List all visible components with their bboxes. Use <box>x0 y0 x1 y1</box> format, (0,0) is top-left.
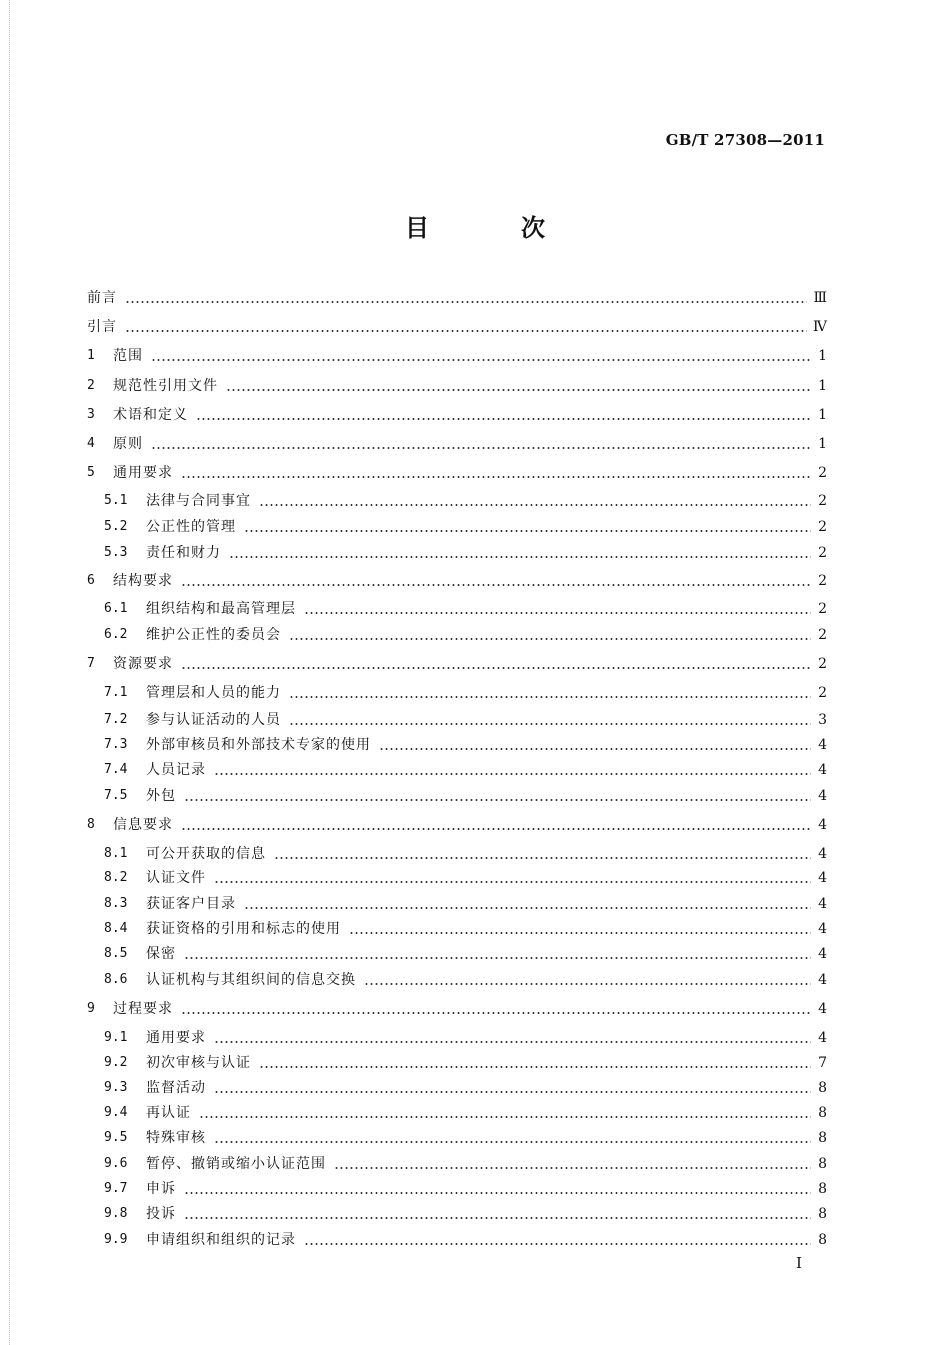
toc-entry[interactable] <box>87 759 827 781</box>
toc-entry-number: 4 <box>87 436 95 451</box>
dot-leader <box>214 773 811 775</box>
toc-entry-title: 再认证 <box>146 1105 191 1121</box>
toc-entry[interactable] <box>87 1229 827 1251</box>
toc-entry[interactable] <box>87 867 827 889</box>
toc-entry-title: 范围 <box>113 348 143 364</box>
toc-entry-number: 9.7 <box>104 1181 128 1196</box>
dot-leader <box>181 828 811 830</box>
toc-entry-page: 8 <box>818 1080 827 1096</box>
toc-entry-number: 7.2 <box>104 712 128 727</box>
dot-leader <box>181 584 811 586</box>
dot-leader <box>184 957 811 959</box>
toc-entry-number: 9.1 <box>104 1030 128 1045</box>
toc-entry[interactable] <box>87 998 827 1020</box>
toc-entry[interactable] <box>87 570 827 592</box>
dot-leader <box>229 556 811 558</box>
toc-entry-page: 8 <box>818 1156 827 1172</box>
toc-entry-title: 参与认证活动的人员 <box>146 712 281 728</box>
dot-leader <box>125 301 807 303</box>
toc-entry-page: 2 <box>818 601 827 617</box>
toc-entry[interactable] <box>87 1027 827 1049</box>
toc-entry-title: 引言 <box>87 319 117 335</box>
toc-entry[interactable] <box>87 1178 827 1200</box>
toc-entry-page: 8 <box>818 1232 827 1248</box>
toc-entry-number: 6.2 <box>104 627 128 642</box>
toc-entry-number: 8.1 <box>104 846 128 861</box>
toc-entry[interactable] <box>87 316 827 338</box>
dot-leader <box>151 447 811 449</box>
toc-entry-title: 初次审核与认证 <box>146 1055 251 1071</box>
toc-entry[interactable] <box>87 490 827 512</box>
toc-entry[interactable] <box>87 943 827 965</box>
toc-entry-title: 投诉 <box>146 1206 176 1222</box>
toc-entry-number: 8 <box>87 817 95 832</box>
toc-entry-page: 3 <box>818 712 827 728</box>
toc-entry-number: 5 <box>87 465 95 480</box>
toc-entry-title: 组织结构和最高管理层 <box>146 601 296 617</box>
toc-entry-page: 2 <box>818 465 827 481</box>
toc-entry-number: 9.8 <box>104 1206 128 1221</box>
dot-leader <box>214 1091 811 1093</box>
toc-entry-title: 通用要求 <box>113 465 173 481</box>
toc-entry[interactable] <box>87 814 827 836</box>
dot-leader <box>214 1141 811 1143</box>
toc-entry-title: 资源要求 <box>113 656 173 672</box>
toc-entry-number: 9.3 <box>104 1080 128 1095</box>
toc-entry-number: 7.4 <box>104 762 128 777</box>
toc-entry-number: 9.2 <box>104 1055 128 1070</box>
toc-entry[interactable] <box>87 893 827 915</box>
toc-entry[interactable] <box>87 375 827 397</box>
dot-leader <box>181 667 811 669</box>
toc-entry-page: 4 <box>818 921 827 937</box>
toc-entry[interactable] <box>87 462 827 484</box>
toc-entry-number: 5.2 <box>104 519 128 534</box>
toc-entry-page: 1 <box>818 436 827 452</box>
toc-entry-number: 1 <box>87 348 95 363</box>
toc-entry[interactable] <box>87 1153 827 1175</box>
toc-entry-title: 获证客户目录 <box>146 896 236 912</box>
toc-entry-number: 8.5 <box>104 946 128 961</box>
toc-entry[interactable] <box>87 843 827 865</box>
toc-entry[interactable] <box>87 516 827 538</box>
toc-entry-title: 认证机构与其组织间的信息交换 <box>146 972 356 988</box>
dot-leader <box>184 1217 811 1219</box>
toc-entry-page: 8 <box>818 1105 827 1121</box>
toc-entry-title: 暂停、撤销或缩小认证范围 <box>146 1156 326 1172</box>
toc-entry-page: 1 <box>818 378 827 394</box>
dot-leader <box>364 983 811 985</box>
toc-entry-number: 6.1 <box>104 601 128 616</box>
toc-entry-number: 9.5 <box>104 1130 128 1145</box>
toc-entry-page: 4 <box>818 846 827 862</box>
toc-entry[interactable] <box>87 542 827 564</box>
toc-entry-title: 公正性的管理 <box>146 519 236 535</box>
toc-entry-title: 保密 <box>146 946 176 962</box>
toc-entry[interactable] <box>87 433 827 455</box>
toc-entry-page: 4 <box>818 1030 827 1046</box>
toc-entry-number: 9.4 <box>104 1105 128 1120</box>
toc-entry-title: 获证资格的引用和标志的使用 <box>146 921 341 937</box>
toc-entry-page: 7 <box>818 1055 827 1071</box>
toc-entry-page: 8 <box>818 1206 827 1222</box>
toc-entry-number: 5.3 <box>104 545 128 560</box>
toc-entry-title: 维护公正性的委员会 <box>146 627 281 643</box>
toc-entry-page: 2 <box>818 627 827 643</box>
toc-entry-number: 9.9 <box>104 1232 128 1247</box>
toc-entry-page: 1 <box>818 407 827 423</box>
toc-entry-title: 法律与合同事宜 <box>146 493 251 509</box>
dot-leader <box>184 1192 811 1194</box>
toc-entry-title: 规范性引用文件 <box>113 378 218 394</box>
toc-entry-page: 1 <box>818 348 827 364</box>
toc-entry-title: 结构要求 <box>113 573 173 589</box>
toc-entry-title: 认证文件 <box>146 870 206 886</box>
dot-leader <box>226 389 811 391</box>
toc-entry-number: 5.1 <box>104 493 128 508</box>
toc-entry[interactable] <box>87 682 827 704</box>
toc-entry[interactable] <box>87 653 827 675</box>
toc-entry-page: 2 <box>818 519 827 535</box>
toc-entry-page: 8 <box>818 1181 827 1197</box>
toc-entry-page: 4 <box>818 762 827 778</box>
toc-entry-title: 申请组织和组织的记录 <box>146 1232 296 1248</box>
dot-leader <box>304 1243 811 1245</box>
toc-entry-title: 外包 <box>146 788 176 804</box>
toc-entry-title: 监督活动 <box>146 1080 206 1096</box>
dot-leader <box>214 881 811 883</box>
toc-entry-page: 4 <box>818 737 827 753</box>
toc-entry-page: 4 <box>818 1001 827 1017</box>
dot-leader <box>125 330 807 332</box>
toc-entry-number: 2 <box>87 378 95 393</box>
toc-entry-title: 原则 <box>113 436 143 452</box>
toc-entry-number: 7.5 <box>104 788 128 803</box>
dot-leader <box>289 723 811 725</box>
toc-entry-number: 7.3 <box>104 737 128 752</box>
toc-entry-page: 4 <box>818 896 827 912</box>
toc-entry-page: 4 <box>818 870 827 886</box>
toc-entry-page: 4 <box>818 788 827 804</box>
dot-leader <box>214 1041 811 1043</box>
dot-leader <box>199 1116 811 1118</box>
toc-entry-number: 8.6 <box>104 972 128 987</box>
toc-entry-number: 3 <box>87 407 95 422</box>
dot-leader <box>184 799 811 801</box>
toc-entry-number: 9.6 <box>104 1156 128 1171</box>
toc-entry[interactable] <box>87 1052 827 1074</box>
toc-entry-number: 7.1 <box>104 685 128 700</box>
toc-entry-page: Ⅳ <box>813 319 827 335</box>
toc-entry-title: 信息要求 <box>113 817 173 833</box>
toc-entry-title: 申诉 <box>146 1181 176 1197</box>
toc-entry-number: 7 <box>87 656 95 671</box>
dot-leader <box>181 1012 811 1014</box>
toc-entry-number: 6 <box>87 573 95 588</box>
toc-entry[interactable] <box>87 1102 827 1124</box>
dot-leader <box>259 504 811 506</box>
dot-leader <box>289 638 811 640</box>
toc-entry-number: 8.3 <box>104 896 128 911</box>
toc-entry-number: 9 <box>87 1001 95 1016</box>
dot-leader <box>259 1066 811 1068</box>
dot-leader <box>379 748 811 750</box>
toc-entry-title: 人员记录 <box>146 762 206 778</box>
toc-entry[interactable] <box>87 404 827 426</box>
toc-entry[interactable] <box>87 709 827 731</box>
dot-leader <box>289 696 811 698</box>
toc-entry[interactable] <box>87 1077 827 1099</box>
standard-code: GB/T 27308—2011 <box>665 131 825 149</box>
dot-leader <box>304 612 811 614</box>
toc-entry-page: 4 <box>818 817 827 833</box>
toc-entry-page: 4 <box>818 946 827 962</box>
toc-entry-number: 8.2 <box>104 870 128 885</box>
toc-entry[interactable] <box>87 345 827 367</box>
scan-edge-line <box>9 0 10 1345</box>
toc-entry-page: 2 <box>818 493 827 509</box>
toc-entry-title: 管理层和人员的能力 <box>146 685 281 701</box>
dot-leader <box>244 530 811 532</box>
toc-entry[interactable] <box>87 734 827 756</box>
dot-leader <box>334 1167 811 1169</box>
toc-entry-title: 通用要求 <box>146 1030 206 1046</box>
toc-entry-page: 4 <box>818 972 827 988</box>
toc-entry[interactable] <box>87 785 827 807</box>
toc-entry-title: 术语和定义 <box>113 407 188 423</box>
toc-entry-title: 过程要求 <box>113 1001 173 1017</box>
toc-entry-number: 8.4 <box>104 921 128 936</box>
toc-entry-title: 外部审核员和外部技术专家的使用 <box>146 737 371 753</box>
toc-entry-page: 2 <box>818 656 827 672</box>
dot-leader <box>151 359 811 361</box>
toc-entry-page: 2 <box>818 545 827 561</box>
toc-entry-page: 2 <box>818 685 827 701</box>
toc-entry[interactable] <box>87 287 827 309</box>
toc-entry-title: 前言 <box>87 290 117 306</box>
toc-entry[interactable] <box>87 1203 827 1225</box>
dot-leader <box>244 907 811 909</box>
toc-entry-page: Ⅲ <box>813 290 827 306</box>
dot-leader <box>181 476 811 478</box>
dot-leader <box>196 418 811 420</box>
toc-entry-page: 8 <box>818 1130 827 1146</box>
toc-title: 目 次 <box>405 214 579 242</box>
toc-entry-title: 责任和财力 <box>146 545 221 561</box>
toc-entry[interactable] <box>87 969 827 991</box>
toc-entry[interactable] <box>87 598 827 620</box>
page-number: I <box>796 1254 802 1272</box>
toc-entry-title: 特殊审核 <box>146 1130 206 1146</box>
toc-entry[interactable] <box>87 624 827 646</box>
toc-entry-page: 2 <box>818 573 827 589</box>
toc-entry-title: 可公开获取的信息 <box>146 846 266 862</box>
toc-entry[interactable] <box>87 1127 827 1149</box>
dot-leader <box>349 932 811 934</box>
toc-entry[interactable] <box>87 918 827 940</box>
dot-leader <box>274 857 811 859</box>
